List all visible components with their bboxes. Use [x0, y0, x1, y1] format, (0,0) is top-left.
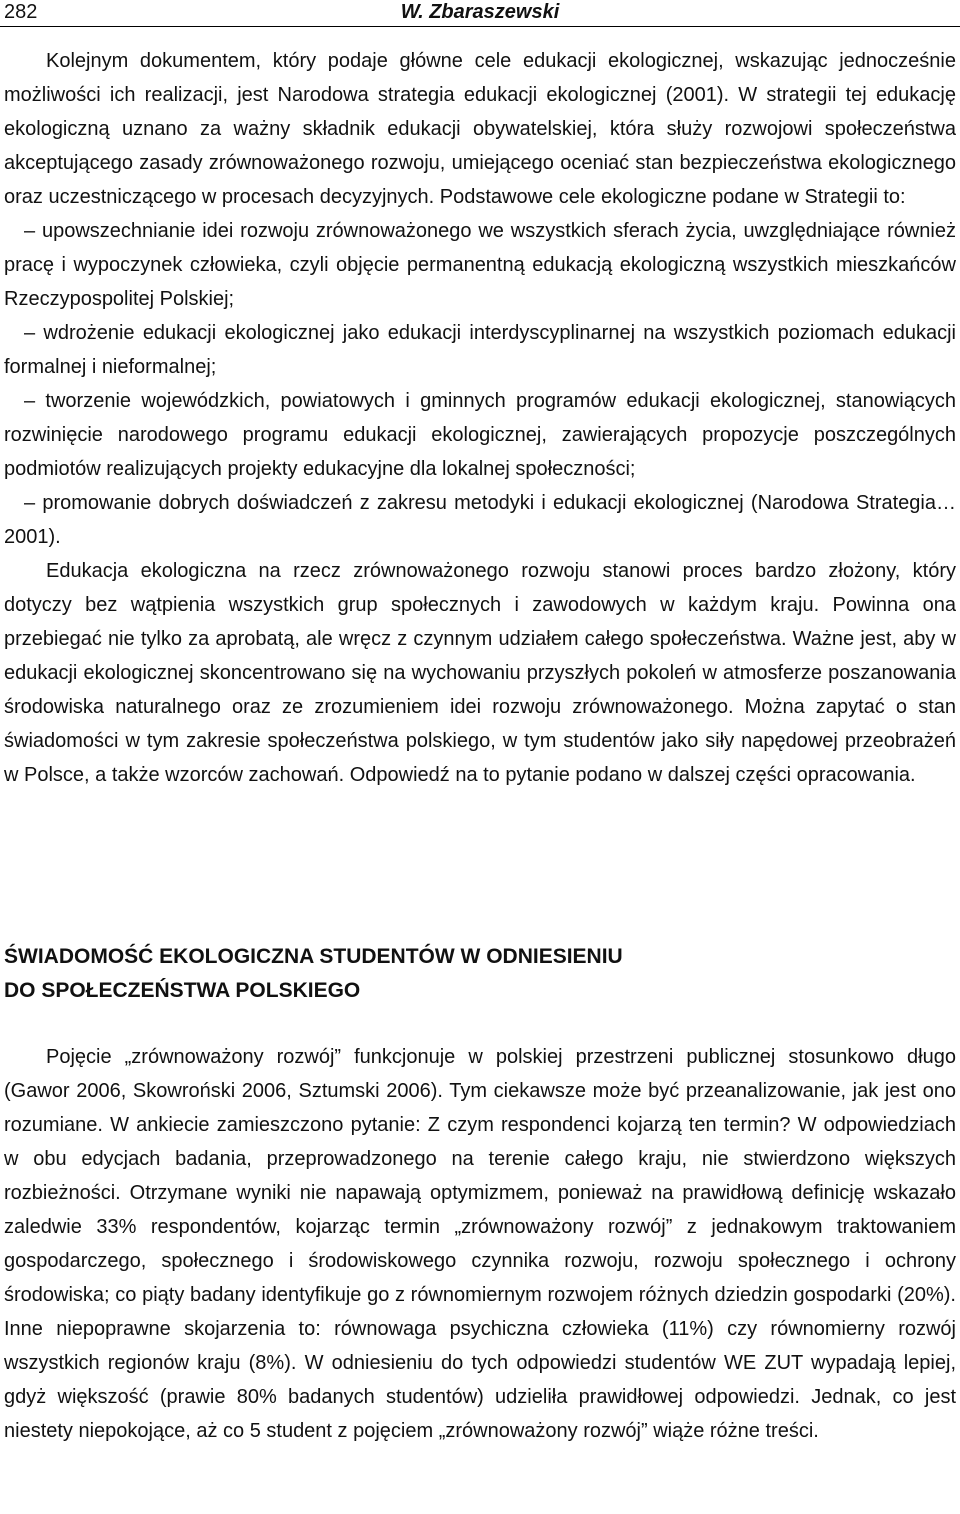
body-paragraph: Edukacja ekologiczna na rzecz zrównoważonego rozwoju stanowi proces bardzo złożony, który dotyczy bez wątpienia wszystkich grup społecznych i zawodowych w każdym kraju. Powinna ona przebiegać nie tylko za aprobatą, ale wręcz z czynnym udziałem całego społeczeństwa. Ważne jest, aby w edukacji ekologicznej skoncentrowano się na wychowaniu przyszłych pokoleń w atmosferze poszanowania środowiska naturalnego oraz ze zrozumieniem idei rozwoju zrównoważonego. Można zapytać o stan świadomości w tym zakresie społeczeństwa polskiego, w tym studentów jako siły napędowej przeobrażeń w Polsce, a także wzorców zachowań. Odpowiedź na to pytanie podano w dalszej części opracowania. — [4, 560, 956, 786]
running-head: W. Zbaraszewski — [400, 1, 560, 23]
section-heading-line-1: ŚWIADOMOŚĆ EKOLOGICZNA STUDENTÓW W ODNIESIENIU — [4, 945, 623, 968]
section-heading-line-2: DO SPOŁECZEŃSTWA POLSKIEGO — [4, 979, 361, 1002]
section-1-text — [4, 44, 956, 792]
list-item: – tworzenie wojewódzkich, powiatowych i gminnych programów edukacji ekologicznej, stanowiących rozwinięcie narodowego programu edukacji ekologicznej, zawierających propozycje poszczególnych podmiotów realizujących projekty edukacyjne dla lokalnej społeczności; — [4, 390, 956, 480]
list-item: – upowszechnianie idei rozwoju zrównoważonego we wszystkich sferach życia, uwzględniające również pracę i wypoczynek człowieka, czyli objęcie permanentną edukacją ekologiczną wszystkich mieszkańców Rzeczypospolitej Polskiej; — [4, 220, 956, 310]
page-number: 282 — [4, 1, 38, 23]
body-paragraph: Kolejnym dokumentem, który podaje główne cele edukacji ekologicznej, wskazując jednocześnie możliwości ich realizacji, jest Narodowa strategia edukacji ekologicznej (2001). W strategii tej edukację ekologiczną uznano za ważny składnik edukacji obywatelskiej, która służy rozwojowi społeczeństwa akceptującego zasady zrównoważonego rozwoju, umiejącego oceniać stan bezpieczeństwa ekologicznego oraz uczestniczącego w procesach decyzyjnych. Podstawowe cele ekologiczne podane w Strategii to: — [4, 50, 956, 208]
body-paragraph: Pojęcie „zrównoważony rozwój” funkcjonuje w polskiej przestrzeni publicznej stosunkowo długo (Gawor 2006, Skowroński 2006, Sztumski 2006). Tym ciekawsze może być przeanalizowanie, jak jest ono rozumiane. W ankiecie zamieszczono pytanie: Z czym respondenci kojarzą ten termin? W odpowiedziach w obu edycjach badania, przeprowadzonego na terenie całego kraju, nie stwierdzono większych rozbieżności. Otrzymane wyniki nie napawają optymizmem, ponieważ na prawidłową definicję wskazało zaledwie 33% respondentów, kojarząc termin „zrównoważony rozwój” z jednakowym traktowaniem gospodarczego, społecznego i środowiskowego czynnika rozwoju, rozwoju społecznego i ochrony środowiska; co piąty badany identyfikuje go z równomiernym rozwojem różnych dziedzin gospodarki (20%). Inne niepoprawne skojarzenia to: równowaga psychiczna człowieka (11%) czy równomierny rozwój wszystkich regionów kraju (8%). W odniesieniu do tych odpowiedzi studentów WE ZUT wypadają lepiej, gdyż większość (prawie 80% badanych studentów) udzieliła prawidłowej odpowiedzi. Jednak, co jest niestety niepokojące, aż co 5 student z pojęciem „zrównoważony rozwój” wiąże różne treści. — [4, 1046, 956, 1442]
list-item: – wdrożenie edukacji ekologicznej jako edukacji interdyscyplinarnej na wszystkich poziomach edukacji formalnej i nieformalnej; — [4, 322, 956, 378]
list-item: – promowanie dobrych doświadczeń z zakresu metodyki i edukacji ekologicznej (Narodowa Strategia… 2001). — [4, 492, 956, 548]
section-2-text — [4, 1040, 956, 1448]
section-heading — [4, 940, 956, 1008]
page-header — [0, 0, 960, 27]
